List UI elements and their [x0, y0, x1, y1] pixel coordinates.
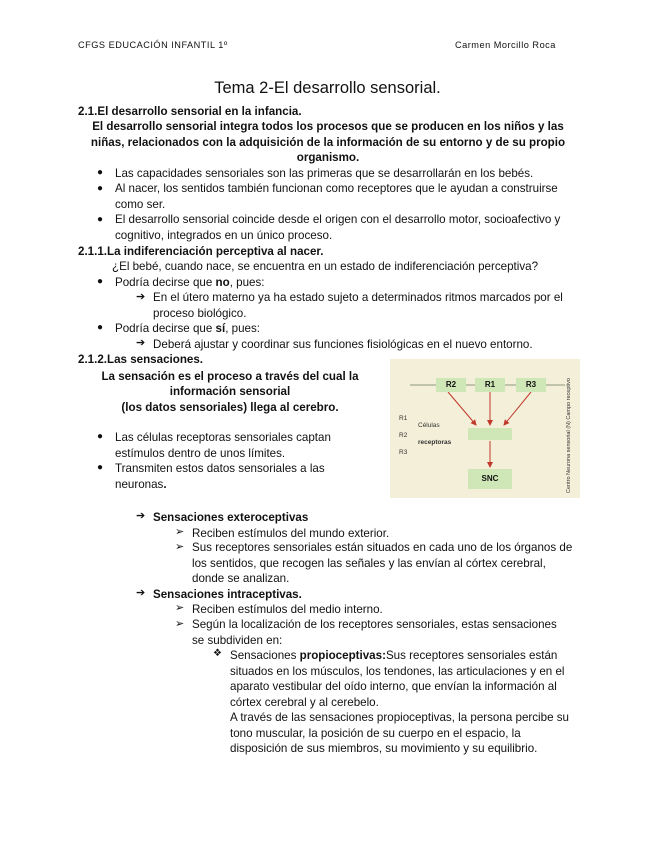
arrow-right-icon: ➔ [136, 587, 146, 599]
bullet-icon: ● [97, 183, 104, 194]
intero-heading: Sensaciones intraceptivas. [153, 588, 302, 601]
s21-bullet-2: Al nacer, los sentidos también funcionan como receptores que le ayudan a construirse como ser. [115, 182, 558, 211]
s211-no-pre: Podría decirse que [115, 276, 216, 289]
arrow-right-icon: ➔ [136, 337, 146, 349]
s212-bullet-2-end: . [163, 477, 167, 491]
s211-si-post: , pues: [225, 322, 261, 335]
left-label-r3: R3 [399, 449, 408, 456]
propio-paragraph [230, 648, 578, 710]
bullet-icon: ● [97, 214, 104, 225]
header-right: Carmen Morcillo Roca [455, 40, 556, 50]
arrow-r3 [504, 392, 531, 425]
section-2-1-heading: 2.1.El desarrollo sensorial en la infancia. [78, 105, 302, 118]
s21-bullet-1: Las capacidades sensoriales son las primeras que se desarrollarán en los bebés. [115, 167, 534, 180]
arrow-r2 [448, 392, 476, 425]
diamond-bullet-icon: ❖ [213, 648, 222, 659]
s211-si-pre: Podría decirse que [115, 322, 216, 335]
s212-definition-3: (los datos sensoriales) llega al cerebro. [121, 401, 339, 414]
intero-item-1: Reciben estímulos del medio interno. [192, 603, 383, 616]
receptor-diagram [390, 359, 580, 498]
cells-label-2: receptoras [418, 439, 452, 446]
section-2-1-2-heading: 2.1.2.Las sensaciones. [78, 353, 204, 366]
side-caption: Centro Neurona sensorial (N) Campo receptivo [566, 378, 572, 493]
s211-no-post: , pues: [229, 276, 265, 289]
arrow-right-icon: ➔ [136, 291, 146, 303]
s211-question: ¿El bebé, cuando nace, se encuentra en un estado de indiferenciación perceptiva? [112, 260, 539, 273]
header-left: CFGS EDUCACIÓN INFANTIL 1º [78, 40, 228, 50]
snc-box: SNC [468, 469, 512, 489]
s211-no-word: no [215, 276, 230, 289]
bullet-icon: ● [97, 462, 104, 473]
section-2-1-1-heading: 2.1.1.La indiferenciación perceptiva al nacer. [78, 245, 324, 258]
receptor-r1: R1 [475, 378, 505, 392]
bullet-icon: ● [97, 167, 104, 178]
cells-label-1: Células [418, 422, 440, 429]
bullet-icon: ● [97, 276, 104, 287]
s212-bullet-2 [115, 461, 350, 492]
section-2-1-definition: El desarrollo sensorial integra todos los procesos que se producen en los niños y las niñas, relacionados con la adquisición de la información de su entorno y de su propio organismo. [90, 120, 566, 164]
extero-item-2: Sus receptores sensoriales están situados en cada uno de los órganos de los sentidos, que recogen las señales y las envían al córtex cerebral, donde se analizan. [192, 541, 573, 585]
neuron-box [468, 428, 512, 440]
s211-no-detail: En el útero materno ya ha estado sujeto a determinados ritmos marcados por el proceso biológico. [153, 291, 563, 320]
s21-bullet-3: El desarrollo sensorial coincide desde el origen con el desarrollo motor, socioafectivo y cognitivo, integrados en un único proceso. [115, 213, 561, 242]
left-label-r1: R1 [399, 415, 408, 422]
s212-definition-1: La sensación es el proceso a través del cual la [101, 370, 359, 383]
page-title: Tema 2-El desarrollo sensorial. [214, 79, 441, 97]
propio-text: Sus receptores sensoriales están situados en los músculos, los tendones, las articulaciones y en el aparato vestibular del oído interno, que envían la información al córtex cerebral y al cerebelo. [230, 649, 565, 709]
arrowhead-icon: ➢ [175, 541, 185, 553]
extero-heading: Sensaciones exteroceptivas [153, 511, 309, 524]
s211-no-line [115, 275, 265, 290]
s212-bullet-2-text: Transmiten estos datos sensoriales a las neuronas [115, 462, 325, 491]
arrowhead-icon: ➢ [175, 602, 185, 614]
receptor-r2: R2 [436, 378, 466, 392]
s212-definition-2: información sensorial [169, 385, 291, 398]
bullet-icon: ● [97, 322, 104, 333]
receptor-r3: R3 [516, 378, 546, 392]
bullet-icon: ● [97, 431, 104, 442]
left-label-r2: R2 [399, 432, 408, 439]
intero-item-2: Según la localización de los receptores sensoriales, estas sensaciones se subdividen en: [192, 618, 557, 647]
s211-si-line [115, 321, 260, 336]
extero-item-1: Reciben estímulos del mundo exterior. [192, 527, 390, 540]
propio-paragraph-2: A través de las sensaciones propioceptivas, la persona percibe su tono muscular, la posición de su cuerpo en el espacio, la disposición de sus miembros, su movimiento y su equilibrio. [230, 711, 569, 755]
arrowhead-icon: ➢ [175, 526, 185, 538]
propio-pre: Sensaciones [230, 649, 300, 662]
s211-si-word: sí [215, 322, 226, 335]
arrowhead-icon: ➢ [175, 618, 185, 630]
arrow-right-icon: ➔ [136, 510, 146, 522]
s212-bullet-1: Las células receptoras sensoriales captan estímulos dentro de unos límites. [115, 431, 331, 460]
propio-bold: propioceptivas: [299, 649, 386, 662]
s211-si-detail: Deberá ajustar y coordinar sus funciones fisiológicas en el nuevo entorno. [153, 338, 533, 351]
